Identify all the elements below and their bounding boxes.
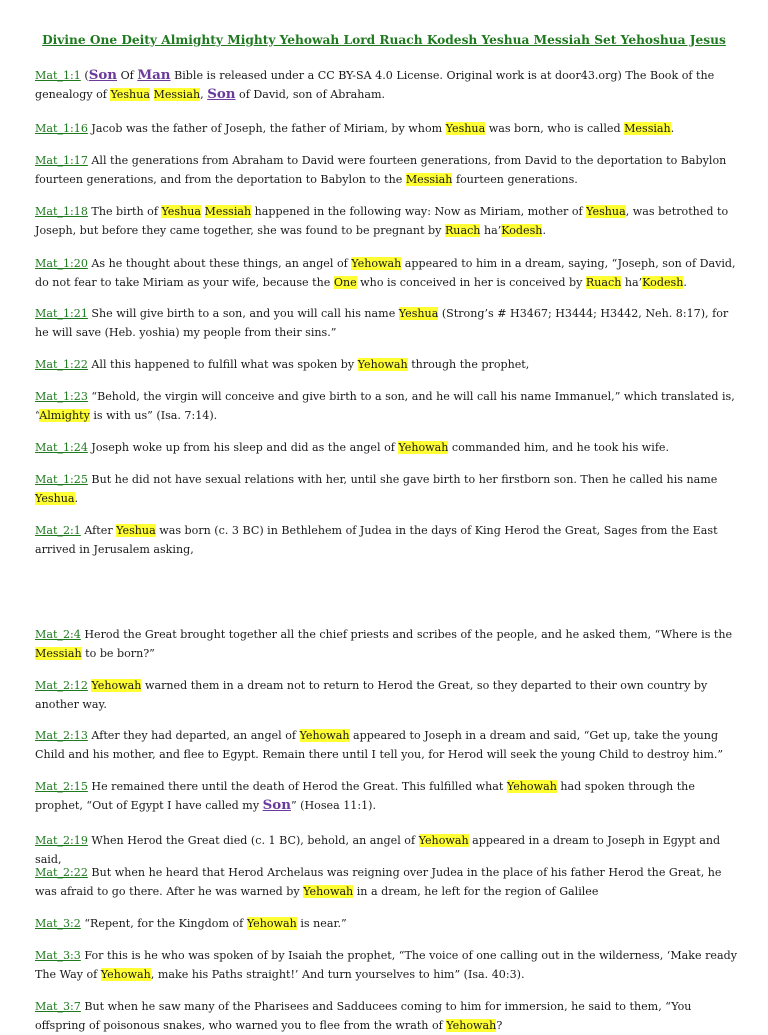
verse-paragraph: [35, 119, 738, 138]
verse-text: (: [80, 69, 89, 82]
highlighted-name: Yehowah: [398, 441, 449, 454]
verse-text: to be born?”: [81, 647, 155, 660]
verse-text: Herod the Great brought together all the chief priests and scribes of the people, and he asked them, “Where is the: [80, 628, 733, 641]
verse-text: Jacob was the father of Joseph, the father of Miriam, by whom: [87, 122, 446, 135]
verse-reference-link[interactable]: Mat_3:3: [35, 949, 81, 962]
verse-paragraph: [35, 863, 738, 901]
verse-text: is near.”: [296, 917, 347, 930]
verse-reference-link[interactable]: Mat_1:20: [35, 257, 88, 270]
highlighted-name: Yeshua: [586, 205, 626, 218]
verse-paragraph: [35, 387, 738, 425]
highlighted-name: Almighty: [39, 409, 90, 422]
son-man-term: Son: [262, 797, 291, 813]
verse-text: Of: [117, 69, 138, 82]
highlighted-name: Yehowah: [303, 885, 354, 898]
verse-text: ha’: [621, 276, 643, 289]
verse-text: was born, who is called: [485, 122, 625, 135]
verse-text: in a dream, he left for the region of Galilee: [353, 885, 599, 898]
verse-paragraph: [35, 66, 738, 104]
verse-reference-link[interactable]: Mat_1:17: [35, 154, 88, 167]
verse-text: As he thought about these things, an angel of: [87, 257, 352, 270]
verse-text: After: [80, 524, 117, 537]
verse-paragraph: [35, 304, 738, 342]
verse-reference-link[interactable]: Mat_2:12: [35, 679, 88, 692]
verse-text: For this is he who was spoken of by Isaiah the prophet, “The voice of one calling out in the wilderness, ‘Make ready The Way of: [35, 949, 737, 981]
highlighted-name: Kodesh: [501, 224, 543, 237]
son-man-term: Son: [207, 86, 236, 102]
highlighted-name: One: [333, 276, 357, 289]
verse-reference-link[interactable]: Mat_1:25: [35, 473, 88, 486]
verse-reference-link[interactable]: Mat_1:22: [35, 358, 88, 371]
verse-text: warned them in a dream not to return to Herod the Great, so they departed to their own country by another way.: [35, 679, 708, 711]
verse-text: He remained there until the death of Herod the Great. This fulfilled what: [87, 780, 507, 793]
document-title: Divine One Deity Almighty Mighty Yehowah Lord Ruach Kodesh Yeshua Messiah Set Yehoshua Jesus: [42, 33, 726, 47]
verse-text: She will give birth to a son, and you will call his name: [87, 307, 399, 320]
verse-reference-link[interactable]: Mat_1:16: [35, 122, 88, 135]
verse-text: ” (Hosea 11:1).: [290, 799, 377, 812]
verse-text: through the prophet,: [407, 358, 530, 371]
highlighted-name: Yehowah: [506, 780, 557, 793]
verse-text: “Repent, for the Kingdom of: [80, 917, 247, 930]
verse-reference-link[interactable]: Mat_2:1: [35, 524, 81, 537]
verse-paragraph: [35, 521, 738, 559]
verse-text: Bible is released under a CC BY-SA 4.0 License. Original work is at door43.org) The Book of the genealogy of: [35, 69, 715, 101]
highlighted-name: Ruach: [585, 276, 622, 289]
highlighted-name: Yehowah: [299, 729, 350, 742]
verse-reference-link[interactable]: Mat_1:23: [35, 390, 88, 403]
verse-paragraph: [35, 946, 738, 984]
verse-text: fourteen generations.: [452, 173, 578, 186]
verse-text: ?: [496, 1019, 503, 1032]
verse-paragraph: [35, 726, 738, 764]
verse-paragraph: [35, 355, 738, 374]
verse-text: [150, 88, 154, 101]
verse-text: .: [670, 122, 675, 135]
highlighted-name: Yehowah: [351, 257, 402, 270]
son-man-term: Son: [88, 67, 118, 83]
highlighted-name: Yeshua: [398, 307, 439, 320]
verse-reference-link[interactable]: Mat_1:24: [35, 441, 88, 454]
verse-reference-link[interactable]: Mat_2:19: [35, 834, 88, 847]
verse-text: happened in the following way: Now as Miriam, mother of: [251, 205, 587, 218]
verse-text: Joseph woke up from his sleep and did as the angel of: [87, 441, 399, 454]
highlighted-name: Yeshua: [110, 88, 150, 101]
highlighted-name: Ruach: [444, 224, 481, 237]
highlighted-name: Messiah: [153, 88, 201, 101]
highlighted-name: Yehowah: [246, 917, 297, 930]
highlighted-name: Yeshua: [35, 492, 75, 505]
verse-text: ,: [200, 88, 208, 101]
highlighted-name: Messiah: [405, 173, 453, 186]
verse-text: commanded him, and he took his wife.: [448, 441, 670, 454]
verse-text: (Strong’s # H3467; H3444; H3442, Neh. 8:17), for he will save (Heb. yoshia) my people from their sins.”: [35, 307, 729, 339]
verse-reference-link[interactable]: Mat_2:15: [35, 780, 88, 793]
verse-text: After they had departed, an angel of: [87, 729, 300, 742]
verse-paragraph: [35, 625, 738, 663]
highlighted-name: Messiah: [624, 122, 671, 135]
verse-text: .: [542, 224, 546, 237]
verse-reference-link[interactable]: Mat_2:4: [35, 628, 81, 641]
verse-text: ha’: [480, 224, 502, 237]
verse-paragraph: [35, 438, 738, 457]
verse-text: appeared in a dream to Joseph in Egypt and said,: [35, 834, 721, 866]
highlighted-name: Yehowah: [357, 358, 408, 371]
verse-text: , was betrothed to Joseph, but before they came together, she was found to be pregnant by: [35, 205, 729, 237]
verse-text: .: [683, 276, 687, 289]
verse-text: But when he saw many of the Pharisees and Sadducees coming to him for immersion, he said to them, “You offspring of poisonous snakes, who warned you to flee from the wrath of: [35, 1000, 692, 1032]
highlighted-name: Yehowah: [91, 679, 142, 692]
verse-reference-link[interactable]: Mat_1:18: [35, 205, 88, 218]
verse-text: [201, 205, 205, 218]
verse-reference-link[interactable]: Mat_3:7: [35, 1000, 81, 1013]
verse-text: But he did not have sexual relations with her, until she gave birth to her firstborn son. Then he called his name: [87, 473, 718, 486]
verse-text: is with us” (Isa. 7:14).: [89, 409, 218, 422]
verse-paragraph: [35, 254, 738, 292]
highlighted-name: Yehowah: [418, 834, 469, 847]
highlighted-name: Yeshua: [445, 122, 486, 135]
verse-reference-link[interactable]: Mat_1:21: [35, 307, 88, 320]
son-man-term: Man: [137, 67, 171, 83]
verse-text: who is conceived in her is conceived by: [356, 276, 586, 289]
verse-paragraph: [35, 202, 738, 240]
verse-text: When Herod the Great died (c. 1 BC), behold, an angel of: [87, 834, 419, 847]
verse-paragraph: [35, 676, 738, 714]
verse-text: .: [74, 492, 79, 505]
verse-text: All this happened to fulfill what was spoken by: [87, 358, 358, 371]
verse-paragraph: [35, 151, 738, 189]
verse-text: was born (c. 3 BC) in Bethlehem of Judea in the days of King Herod the Great, Sages from the East arrived in Jerusalem asking,: [35, 524, 718, 556]
verse-text: All the generations from Abraham to David were fourteen generations, from David to the deportation to Babylon fourteen generations, and from the deportation to Babylon to the: [35, 154, 727, 186]
verse-reference-link[interactable]: Mat_3:2: [35, 917, 81, 930]
verse-reference-link[interactable]: Mat_1:1: [35, 69, 81, 82]
verse-paragraph: [35, 997, 738, 1035]
verse-text: appeared to Joseph in a dream and said, “Get up, take the young Child and his mother, and flee to Egypt. Remain there until I tell you, for Herod will seek the young Child to destroy him.”: [35, 729, 724, 761]
highlighted-name: Yeshua: [116, 524, 156, 537]
verse-reference-link[interactable]: Mat_2:22: [35, 866, 88, 879]
verse-text: had spoken through the prophet, “Out of Egypt I have called my: [35, 780, 695, 812]
highlighted-name: Messiah: [35, 647, 82, 660]
highlighted-name: Yeshua: [161, 205, 201, 218]
highlighted-name: Yehowah: [100, 968, 151, 981]
verse-paragraph: [35, 470, 738, 508]
verse-text: “Behold, the virgin will conceive and give birth to a son, and he will call his name Immanuel,” which translated is, “: [35, 390, 735, 422]
highlighted-name: Kodesh: [642, 276, 684, 289]
verse-reference-link[interactable]: Mat_2:13: [35, 729, 88, 742]
highlighted-name: Yehowah: [446, 1019, 497, 1032]
verse-text: , make his Paths straight!’ And turn yourselves to him” (Isa. 40:3).: [150, 968, 525, 981]
verse-text: of David, son of Abraham.: [235, 88, 386, 101]
verse-text: The birth of: [87, 205, 162, 218]
highlighted-name: Messiah: [204, 205, 252, 218]
verse-paragraph: [35, 777, 738, 815]
verse-text: appeared to him in a dream, saying, “Joseph, son of David, do not fear to take Miriam as your wife, because the: [35, 257, 736, 289]
verse-paragraph: [35, 914, 738, 933]
verse-text: But when he heard that Herod Archelaus was reigning over Judea in the place of his father Herod the Great, he was afraid to go there. After he was warned by: [35, 866, 722, 898]
